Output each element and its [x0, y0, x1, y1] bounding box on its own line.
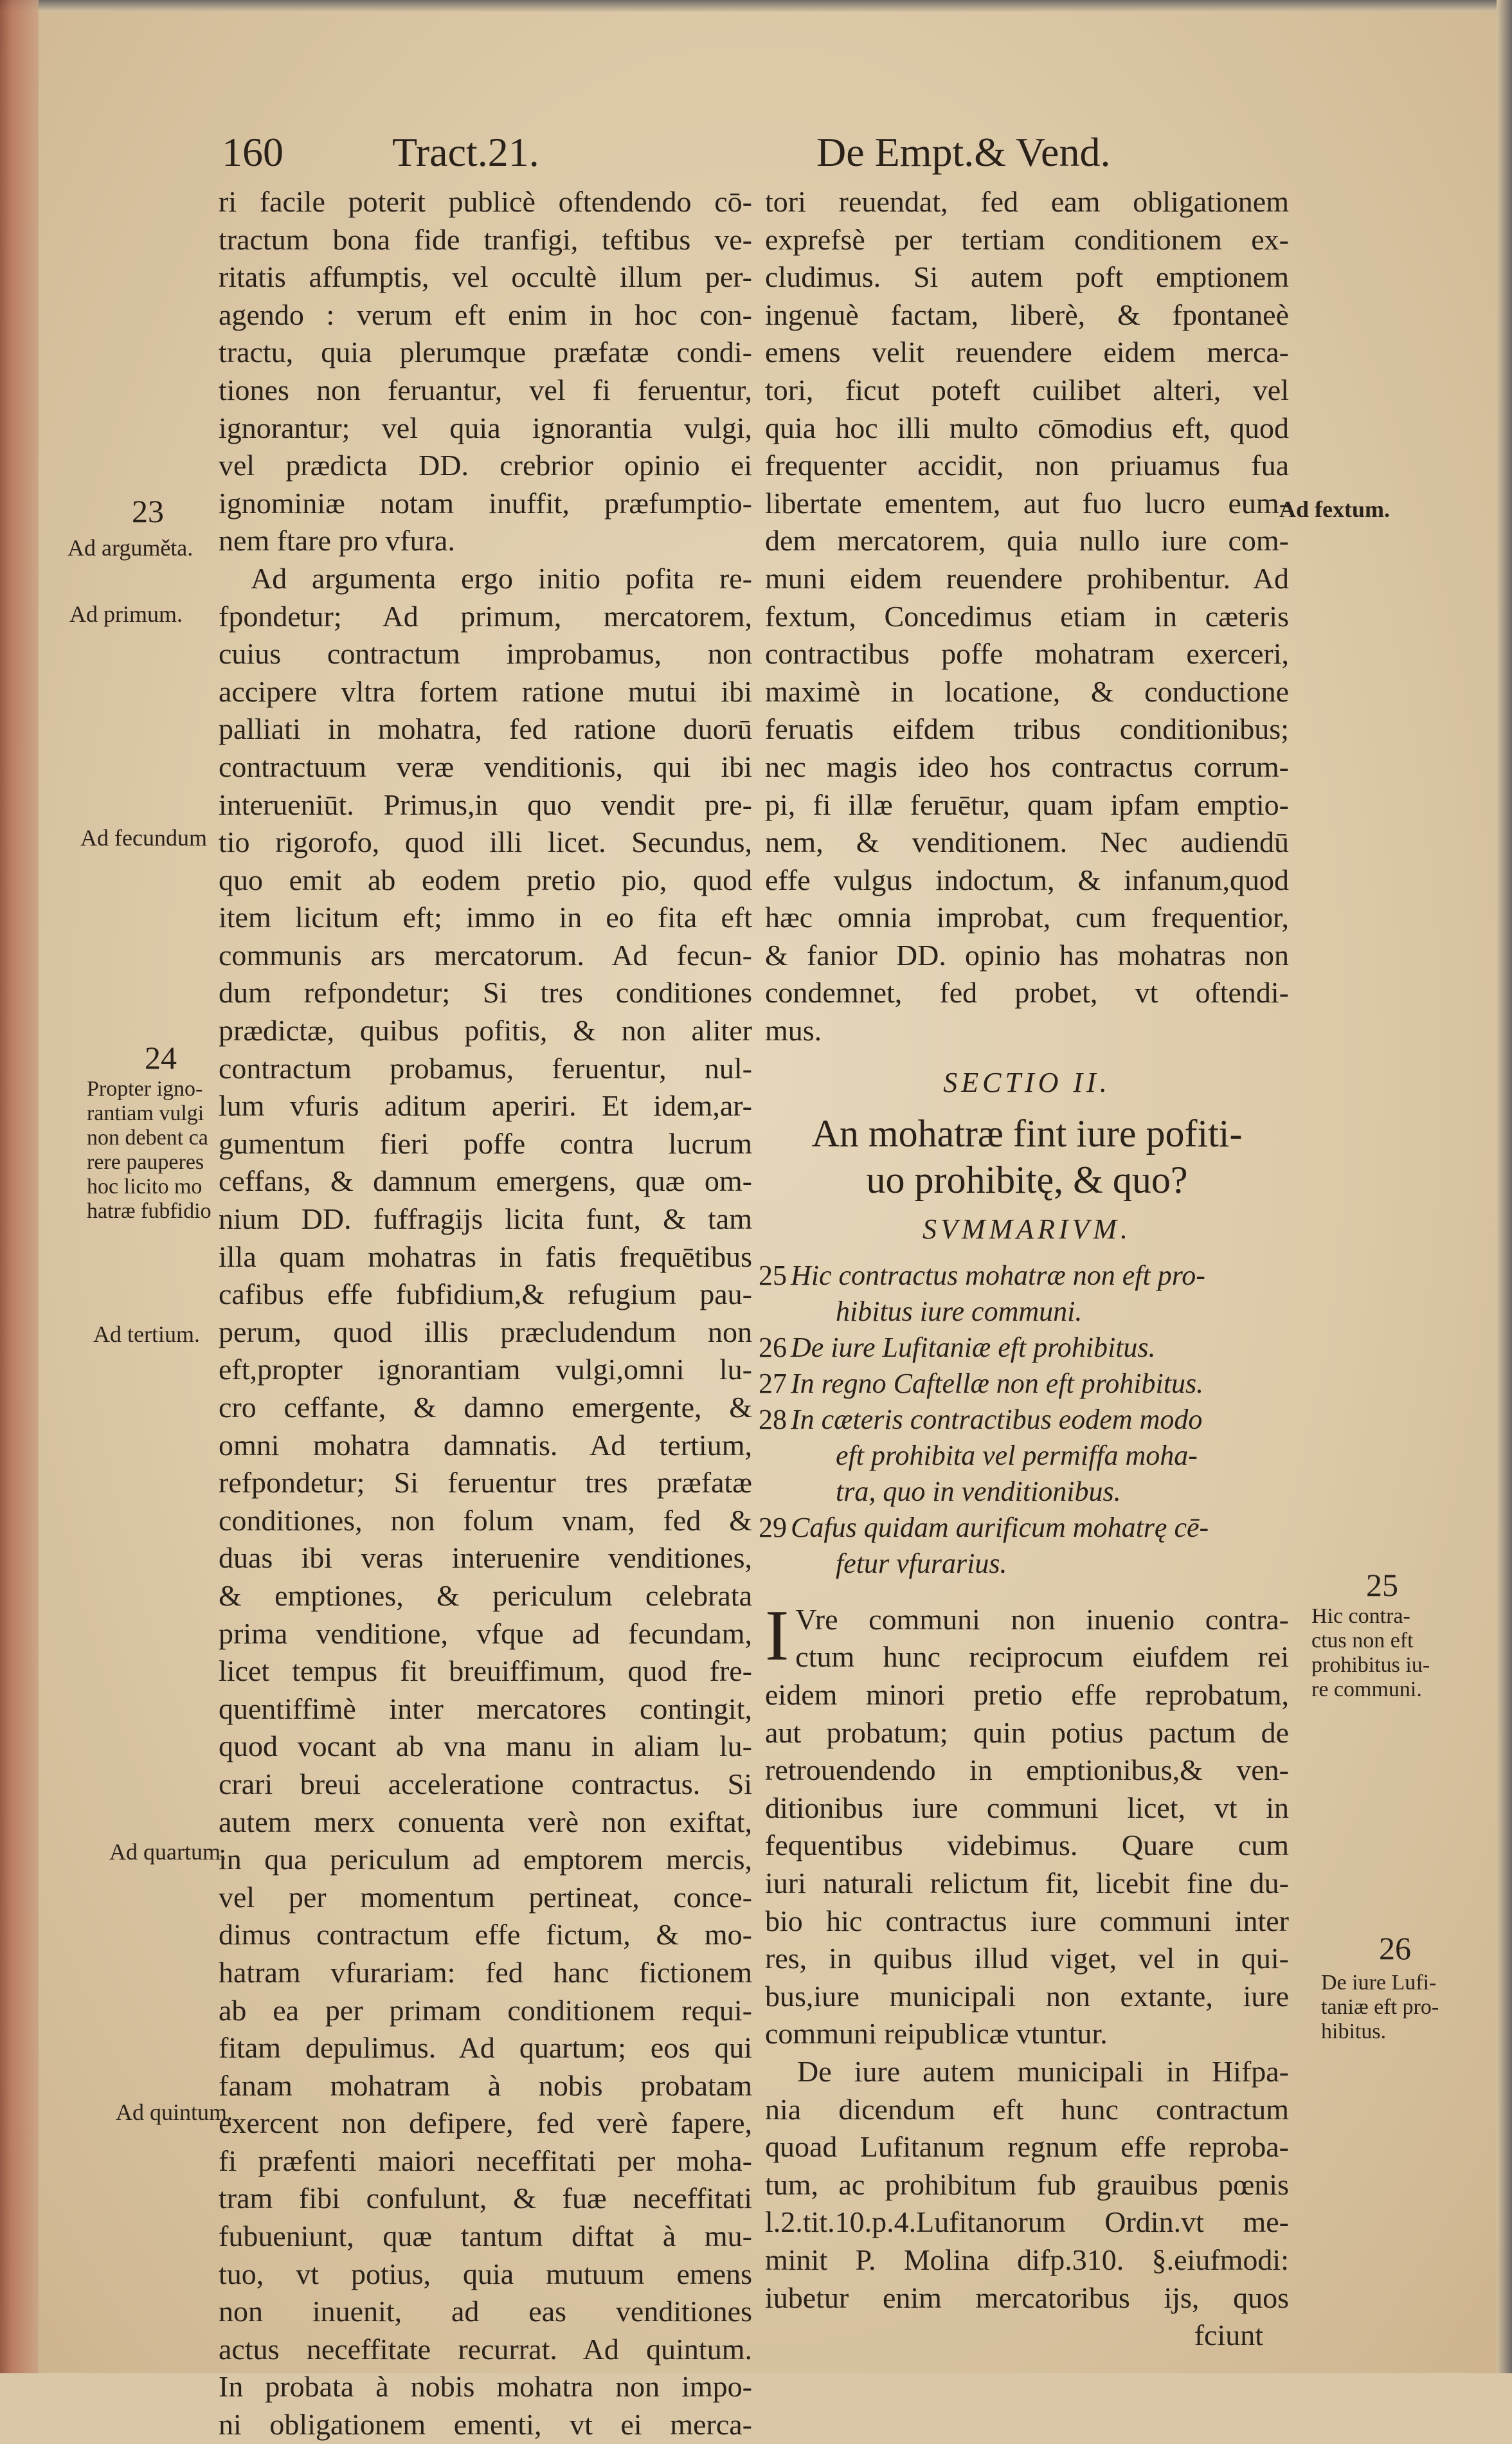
text-line: agendo : verum eft enim in hoc con-	[219, 298, 752, 331]
text-line: iubetur enim mercatoribus ijs, quos	[765, 2281, 1289, 2314]
summary-item-line	[759, 1474, 1289, 1510]
summary-text: tra, quo in venditionibus.	[836, 1475, 1121, 1507]
text-line: fextum, Concedimus etiam in cæteris	[765, 599, 1289, 633]
text-line: condemnet, fed probet, vt oftendi-	[765, 976, 1289, 1009]
text-line: communi reipublicæ vtuntur.	[765, 2017, 1108, 2050]
summary-item-line	[759, 1294, 1289, 1330]
text-line: lum vfuris aditum aperiri. Et idem,ar-	[219, 1089, 752, 1123]
margin-ad-argumenta: Ad arguměta.	[68, 535, 194, 561]
text-line: In probata à nobis mohatra non impo-	[219, 2370, 752, 2403]
text-line: conditiones, non folum vnam, fed &	[219, 1503, 752, 1537]
margin-number-25: 25	[1366, 1567, 1398, 1603]
margin-number-23: 23	[132, 493, 164, 529]
text-line: cafibus effe fubfidium,& refugium pau-	[219, 1278, 752, 1311]
summary-text: Cafus quidam aurificum mohatrę cē-	[791, 1511, 1209, 1543]
text-line: ignominiæ notam inuffit, præfumptio-	[219, 486, 752, 520]
text-line: emens velit reuendere eidem merca-	[765, 336, 1289, 369]
text-line: feruatis eifdem tribus conditionibus;	[765, 712, 1289, 746]
text-line: prima venditione, vfque ad fecundam,	[219, 1616, 752, 1650]
summary-item-line	[759, 1546, 1289, 1582]
margin-note-24	[87, 1077, 212, 1224]
text-line: hæc omnia improbat, cum frequentior,	[765, 901, 1289, 934]
text-line: tractu, quia plerumque præfatæ condi-	[219, 336, 752, 369]
text-line: contractuum veræ venditionis, qui ibi	[219, 750, 752, 783]
text-line: res, in quibus illud viget, vel in qui-	[765, 1942, 1289, 1975]
text-line: exercent non defipere, fed verè fapere,	[219, 2106, 752, 2140]
summary-item-line	[759, 1402, 1289, 1438]
text-line: tio rigorofo, quod illi licet. Secundus,	[219, 826, 752, 859]
margin-note-line: De iure Lufi-	[1321, 1971, 1437, 1995]
text-line: perum, quod illis præcludendum non	[219, 1315, 752, 1348]
text-line: quentiffimè inter mercatores contingit,	[219, 1692, 752, 1725]
summary-text: In cæteris contractibus eodem modo	[791, 1403, 1203, 1435]
right-column	[759, 183, 1289, 2355]
margin-number-26: 26	[1379, 1930, 1411, 1966]
margin-note-line: hatræ fubfidio	[87, 1199, 212, 1223]
page-number: 160	[222, 129, 284, 175]
text-line: actus neceffitate recurrat. Ad quintum.	[219, 2332, 752, 2366]
page-left-edge	[0, 0, 39, 2373]
text-line: ni obligationem ementi, vt ei merca-	[219, 2408, 752, 2441]
summary-number: 25	[759, 1259, 787, 1291]
section-body	[765, 1595, 1289, 2355]
text-line: bus,iure municipali non extante, iure	[765, 1979, 1289, 2013]
text-line: tum, ac prohibitum fub grauibus pœnis	[765, 2168, 1289, 2201]
text-line: cro ceffante, & damno emergente, &	[219, 1391, 752, 1424]
summary-text: In regno Caftellæ non eft prohibitus.	[791, 1367, 1204, 1399]
text-line: & fanior DD. opinio has mohatras non	[765, 938, 1289, 972]
text-line: ritatis affumptis, vel occultè illum per-	[219, 260, 752, 294]
text-line: cludimus. Si autem poft emptionem	[765, 260, 1289, 294]
summary-text: Hic contractus mohatræ non eft pro-	[791, 1259, 1205, 1291]
text-line: interueniūt. Primus,in quo vendit pre-	[219, 788, 752, 821]
margin-note-line: rere pauperes	[87, 1150, 204, 1174]
margin-note-line: non debent ca	[87, 1126, 208, 1150]
text-line: Ad argumenta ergo initio pofita re-	[251, 561, 752, 595]
text-line: crari breui acceleratione contractus. Si	[219, 1767, 752, 1800]
text-line: nia dicendum eft hunc contractum	[765, 2092, 1289, 2126]
margin-note-line: hoc licito mo	[87, 1175, 203, 1199]
text-line: fitam depulimus. Ad quartum; eos qui	[219, 2031, 752, 2065]
text-line: nem ftare pro vfura.	[219, 524, 455, 557]
text-line: eidem minori pretio effe reprobatum,	[765, 1678, 1289, 1712]
text-line: vel prædicta DD. crebrior opinio ei	[219, 449, 752, 482]
text-line: communis ars mercatorum. Ad fecun-	[219, 938, 752, 972]
margin-number-24: 24	[145, 1040, 177, 1076]
section-heading: SECTIO II.	[943, 1066, 1111, 1098]
text-line: pi, fi illæ feruētur, quam ipfam emptio-	[765, 788, 1289, 821]
text-line: minit P. Molina difp.310. §.eiufmodi:	[765, 2243, 1289, 2276]
text-line: fubueniunt, quæ tantum diftat à mu-	[219, 2220, 752, 2253]
summarium-heading: SVMMARIVM.	[922, 1213, 1132, 1245]
text-line: contractibus poffe mohatram exerceri,	[765, 637, 1289, 671]
summary-text: eft prohibita vel permiffa moha-	[836, 1439, 1198, 1471]
summary-list	[759, 1258, 1289, 1582]
text-line: in qua periculum ad emptorem mercis,	[219, 1843, 752, 1876]
text-line: ctum hunc reciprocum eiufdem rei	[795, 1640, 1289, 1674]
running-title: De Empt.& Vend.	[816, 129, 1111, 175]
text-line: ceffans, & damnum emergens, quæ om-	[219, 1164, 752, 1198]
text-line: iuri naturali relictum fit, licebit fine du-	[765, 1867, 1289, 1899]
text-line: fi præfenti maiori neceffitati per moha-	[219, 2144, 752, 2177]
text-line: ignorantur; vel quia ignorantia vulgi,	[219, 411, 752, 444]
text-line: libertate ementem, aut fuo lucro eum-	[765, 486, 1289, 520]
text-line: effe vulgus indoctum, & infanum,quod	[765, 863, 1289, 896]
margin-ad-sextum: Ad fextum.	[1279, 496, 1390, 522]
text-line: muni eidem reuendere prohibentur. Ad	[765, 561, 1289, 595]
left-column	[219, 183, 752, 2444]
text-line: fanam mohatram à nobis probatam	[219, 2068, 752, 2102]
summary-number: 27	[759, 1367, 787, 1399]
text-line: vel per momentum pertineat, conce-	[219, 1880, 752, 1914]
text-line: refpondetur; Si feruentur tres præfatæ	[219, 1466, 752, 1499]
margin-note-26	[1321, 1971, 1439, 2044]
text-line: fciunt	[1194, 2319, 1263, 2352]
text-line: palliati in mohatra, fed ratione duorū	[219, 712, 752, 746]
text-line: quoad Lufitanum regnum effe reproba-	[765, 2130, 1289, 2164]
text-line: aut probatum; quin potius pactum de	[765, 1715, 1289, 1749]
text-line: dum refpondetur; Si tres conditiones	[219, 976, 752, 1009]
text-line: De iure autem municipali in Hifpa-	[797, 2054, 1289, 2088]
summary-number: 26	[759, 1331, 787, 1363]
summary-number: 28	[759, 1403, 787, 1435]
drop-cap: I	[765, 1595, 789, 1676]
text-line: quo emit ab eodem pretio pio, quod	[219, 863, 752, 896]
margin-ad-secundum: Ad fecundum	[80, 825, 207, 851]
text-line: tori reuendat, fed eam obligationem	[765, 185, 1289, 218]
page-right-edge	[1497, 0, 1512, 2373]
text-line: nem, & venditionem. Nec audiendū	[765, 826, 1289, 859]
summary-number: 29	[759, 1511, 787, 1543]
summary-text: De iure Lufitaniæ eft prohibitus.	[791, 1331, 1156, 1363]
text-line: fpondetur; Ad primum, mercatorem,	[219, 599, 752, 633]
text-line: gumentum fieri poffe contra lucrum	[219, 1127, 752, 1160]
text-line: autem merx conuenta verè non exiftat,	[219, 1805, 752, 1838]
summary-item-line	[759, 1366, 1289, 1402]
text-line: accipere vltra fortem ratione mutui ibi	[219, 674, 752, 708]
text-line: omni mohatra damnatis. Ad tertium,	[219, 1428, 752, 1462]
text-line: dem mercatorem, quia nullo iure com-	[765, 524, 1289, 557]
text-line: illa quam mohatras in fatis frequētibus	[219, 1240, 752, 1273]
text-line: prædictæ, quibus pofitis, & non aliter	[219, 1014, 752, 1047]
margin-ad-tertium: Ad tertium.	[93, 1321, 200, 1347]
text-line: quia hoc illi multo cōmodius eft, quod	[765, 411, 1289, 444]
text-line: licet tempus fit breuiffimum, quod fre-	[219, 1654, 752, 1688]
summary-text: hibitus iure communi.	[836, 1295, 1083, 1327]
right-column-top-text	[765, 183, 1289, 1050]
margin-note-line: hibitus.	[1321, 2020, 1387, 2043]
summary-item-line	[759, 1330, 1289, 1366]
margin-note-line: prohibitus iu-	[1311, 1653, 1430, 1677]
text-line: quod vocant ab vna manu in aliam lu-	[219, 1730, 752, 1763]
text-line: dimus contractum effe fictum, & mo-	[219, 1918, 752, 1951]
summary-item-line	[759, 1438, 1289, 1474]
margin-note-line: ctus non eft	[1311, 1629, 1414, 1652]
text-line: ri facile poterit publicè oftendendo cō-	[219, 185, 752, 218]
text-line: nium DD. fuffragijs licita funt, & tam	[219, 1202, 752, 1236]
text-line: ab ea per primam conditionem requi-	[219, 1993, 752, 2027]
margin-note-line: Hic contra-	[1311, 1604, 1410, 1628]
page-top-edge	[0, 0, 1512, 12]
summary-item-line	[759, 1258, 1289, 1294]
section-title-line-2: uo prohibitę, & quo?	[866, 1159, 1188, 1202]
text-line: eft,propter ignorantiam vulgi,omni lu-	[219, 1353, 752, 1386]
text-line: fequentibus videbimus. Quare cum	[765, 1829, 1289, 1862]
section-title-line-1: An mohatræ fint iure pofiti-	[811, 1112, 1243, 1155]
text-line: ingenuè factam, liberè, & fpontaneè	[765, 298, 1289, 331]
summary-item-line	[759, 1510, 1289, 1546]
text-line: maximè in locatione, & conductione	[765, 674, 1289, 708]
margin-ad-quintum: Ad quintum.	[116, 2099, 233, 2125]
text-line: mus.	[765, 1014, 822, 1047]
text-line: tram fibi confulunt, & fuæ neceffitati	[219, 2182, 752, 2215]
summary-text: fetur vfurarius.	[836, 1547, 1007, 1579]
text-line: duas ibi veras interuenire venditiones,	[219, 1541, 752, 1575]
margin-note-25	[1311, 1604, 1430, 1702]
tract-title: Tract.21.	[392, 129, 539, 175]
text-line: non inuenit, ad eas venditiones	[219, 2295, 752, 2328]
text-line: nec magis ideo hos contractus corrum-	[765, 750, 1289, 783]
text-line: retrouendendo in emptionibus,& ven-	[765, 1753, 1289, 1787]
text-line: & emptiones, & periculum celebrata	[219, 1579, 752, 1612]
text-line: exprefsè per tertiam conditionem ex-	[765, 222, 1289, 256]
margin-note-line: taniæ eft pro-	[1321, 1995, 1439, 2019]
margin-note-line: Propter igno-	[87, 1077, 203, 1101]
text-line: cuius contractum improbamus, non	[219, 637, 752, 671]
text-line: tractum bona fide tranfigi, teftibus ve-	[219, 222, 752, 256]
text-line: l.2.tit.10.p.4.Lufitanorum Ordin.vt me-	[765, 2205, 1289, 2239]
text-line: ditionibus iure communi licet, vt in	[765, 1791, 1289, 1824]
text-line: tuo, vt potius, quia mutuum emens	[219, 2257, 752, 2290]
text-line: item licitum eft; immo in eo fita eft	[219, 901, 752, 934]
text-line: frequenter accidit, non priuamus fua	[765, 449, 1289, 482]
margin-note-line: rantiam vulgi	[87, 1101, 204, 1125]
text-line: Vre communi non inuenio contra-	[795, 1602, 1289, 1636]
text-line: contractum probamus, feruentur, nul-	[219, 1051, 752, 1085]
text-line: tiones non feruantur, vel fi feruentur,	[219, 373, 752, 406]
margin-note-line: re communi.	[1311, 1678, 1422, 1701]
text-line: tori, ficut poteft cuilibet alteri, vel	[765, 373, 1289, 406]
margin-ad-quartum: Ad quartum.	[109, 1839, 226, 1865]
text-line: bio hic contractus iure communi inter	[765, 1904, 1289, 1937]
text-line: hatram vfurariam: fed hanc fictionem	[219, 1955, 752, 1989]
margin-ad-primum: Ad primum.	[69, 601, 183, 627]
